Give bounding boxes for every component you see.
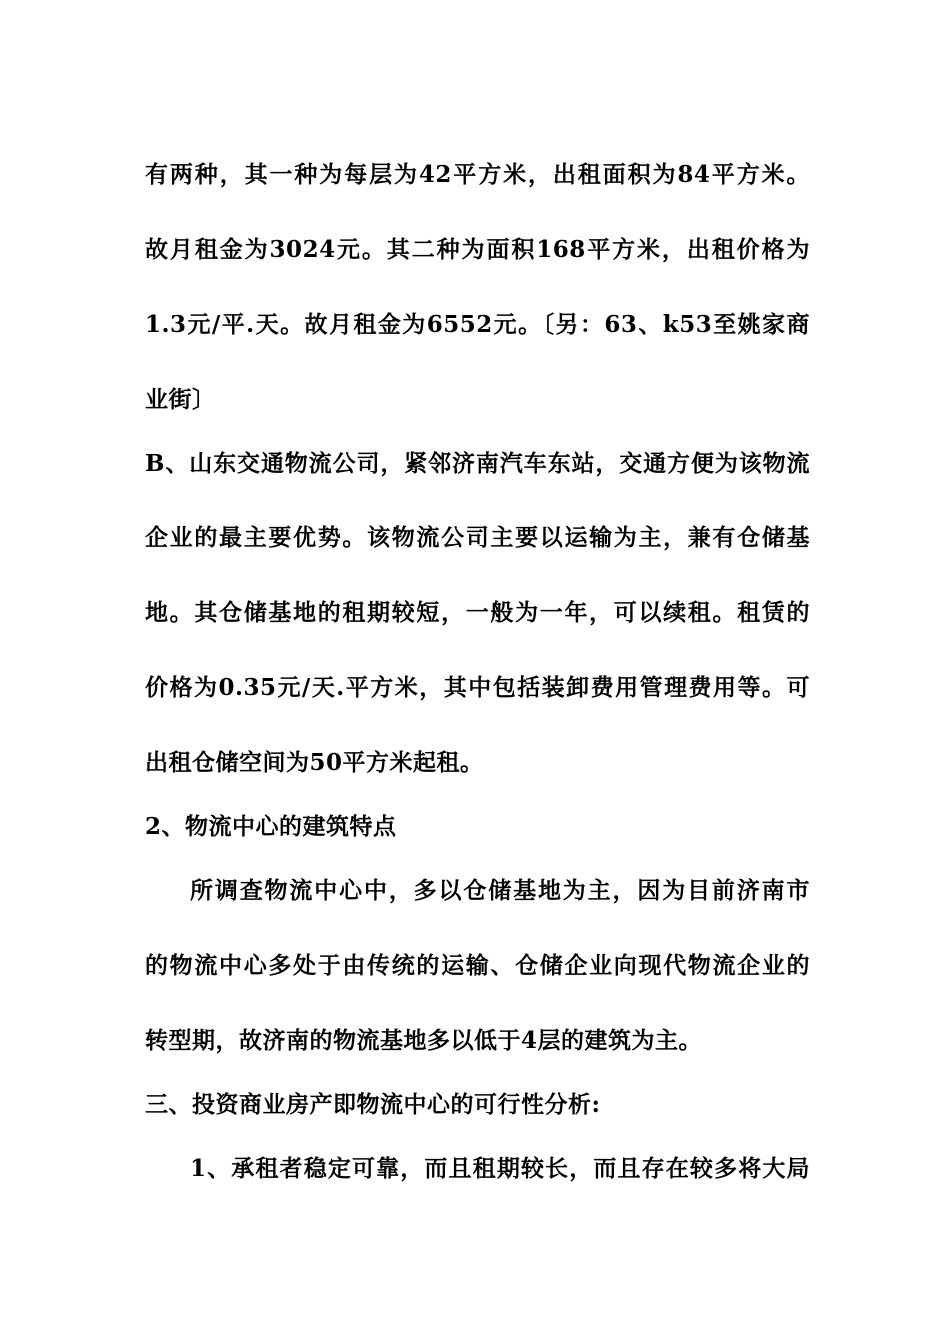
paragraph-line: 1.3元/平.天。故月租金为6552元。〔另：63、k53至姚家商 bbox=[145, 311, 810, 338]
paragraph-line: 地。其仓储基地的租期较短，一般为一年，可以续租。租赁的 bbox=[145, 599, 810, 626]
section-heading: 2、物流中心的建筑特点 bbox=[145, 813, 397, 840]
paragraph-line: 的物流中心多处于由传统的运输、仓储企业向现代物流企业的 bbox=[145, 952, 810, 979]
paragraph-line: 企业的最主要优势。该物流公司主要以运输为主，兼有仓储基 bbox=[145, 524, 810, 551]
paragraph-line: 业街〕 bbox=[145, 386, 216, 413]
paragraph-line: 价格为0.35元/天.平方米，其中包括装卸费用管理费用等。可 bbox=[145, 674, 810, 701]
paragraph-line: 所调查物流中心中，多以仓储基地为主，因为目前济南市 bbox=[190, 877, 810, 904]
section-heading: 三、投资商业房产即物流中心的可行性分析: bbox=[145, 1091, 601, 1118]
paragraph-line: 转型期，故济南的物流基地多以低于4层的建筑为主。 bbox=[145, 1027, 703, 1054]
paragraph-line: 出租仓储空间为50平方米起租。 bbox=[145, 749, 484, 776]
paragraph-line: B、山东交通物流公司，紧邻济南汽车东站，交通方便为该物流 bbox=[145, 450, 810, 477]
paragraph-line: 故月租金为3024元。其二种为面积168平方米，出租价格为 bbox=[145, 236, 810, 263]
paragraph-line: 有两种，其一种为每层为42平方米，出租面积为84平方米。 bbox=[145, 161, 810, 188]
paragraph-line: 1、承租者稳定可靠，而且租期较长，而且存在较多将大局 bbox=[190, 1155, 810, 1182]
